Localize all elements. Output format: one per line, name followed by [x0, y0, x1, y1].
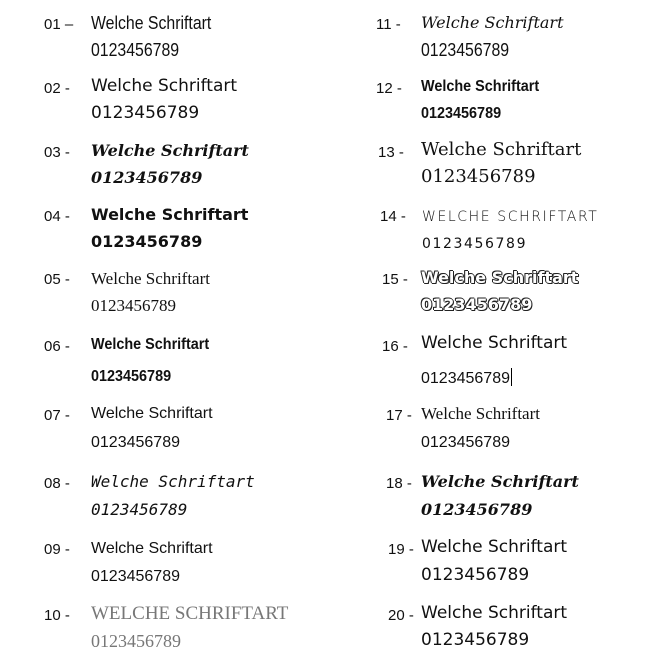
font-sample-text: Welche Schriftart — [91, 540, 213, 557]
font-sample-number: 07 - — [44, 407, 70, 424]
font-sample-text: Welche Schriftart — [91, 205, 249, 224]
font-sample-digits: 0123456789 — [91, 568, 180, 585]
font-sample-digits: 0123456789 — [421, 630, 530, 650]
font-sample-number: 14 - — [380, 208, 406, 225]
font-sample-text: Welche Schriftart — [421, 268, 579, 287]
font-sample-text: Welche Schriftart — [421, 13, 564, 32]
font-sample-digits: 0123456789 — [91, 500, 188, 519]
font-sample-number: 10 - — [44, 607, 70, 624]
font-sample-number: 03 - — [44, 144, 70, 161]
font-sample-digits: 0123456789 — [421, 40, 510, 60]
font-sample-number: 13 - — [378, 144, 404, 161]
font-sample-number: 15 - — [382, 271, 408, 288]
font-sample-number: 08 - — [44, 475, 70, 492]
font-sample-number: 06 - — [44, 338, 70, 355]
font-sample-text: Welche Schriftart — [421, 78, 540, 95]
font-sample-digits: 0123456789 — [91, 168, 203, 187]
font-sample-digits: 0123456789 — [421, 500, 533, 519]
font-sample-digits: 0123456789 — [422, 236, 528, 252]
font-sample-digits: 0123456789 — [91, 631, 181, 651]
font-sample-digits: 0123456789 — [91, 434, 180, 451]
font-sample-text: Welche Schriftart — [421, 139, 582, 160]
font-sample-number: 19 - — [388, 541, 414, 558]
text-cursor — [511, 368, 512, 386]
font-sample-number: 05 - — [44, 271, 70, 288]
font-sample-text: WELCHE SCHRIFTART — [422, 209, 599, 225]
font-sample-number: 20 - — [388, 607, 414, 624]
font-sample-digits: 0123456789 — [91, 103, 200, 123]
font-sample-text: Welche Schriftart — [91, 336, 210, 353]
font-sample-text: Welche Schriftart — [421, 537, 568, 557]
font-sample-number: 18 - — [386, 475, 412, 492]
font-sample-number: 01 – — [44, 16, 74, 33]
font-sample-digits: 0123456789 — [421, 105, 502, 122]
font-sample-text: Welche Schriftart — [421, 603, 568, 623]
font-sample-number: 09 - — [44, 541, 70, 558]
font-sample-digits: 0123456789 — [91, 40, 180, 60]
font-sample-text: Welche Schriftart — [421, 404, 540, 423]
font-sample-text: Welche Schriftart — [421, 472, 579, 491]
font-sample-digits: 0123456789 — [91, 296, 176, 315]
font-sample-digits: 0123456789 — [421, 166, 536, 187]
font-sample-text: WELCHE SCHRIFTART — [91, 603, 289, 624]
font-sample-number: 04 - — [44, 208, 70, 225]
font-sample-digits: 0123456789 — [91, 368, 172, 385]
font-sample-number: 02 - — [44, 80, 70, 97]
font-sample-number: 11 - — [376, 16, 401, 33]
font-sample-digits-field[interactable]: 0123456789 — [421, 370, 510, 387]
font-sample-number: 12 - — [376, 80, 402, 97]
font-sample-text: Welche Schriftart — [91, 13, 212, 33]
font-sample-digits: 0123456789 — [421, 565, 530, 585]
font-sample-text: Welche Schriftart — [91, 76, 238, 96]
font-sample-text: Welche Schriftart — [421, 333, 568, 353]
font-sample-digits: 0123456789 — [421, 434, 510, 451]
font-sample-text: Welche Schriftart — [91, 269, 210, 288]
font-sample-number: 17 - — [386, 407, 412, 424]
font-sample-digits: 0123456789 — [91, 232, 203, 251]
font-sample-text: Welche Schriftart — [91, 405, 213, 422]
font-sample-digits: 0123456789 — [421, 295, 533, 314]
font-sample-text: Welche Schriftart — [91, 141, 249, 160]
font-sample-text: Welche Schriftart — [91, 472, 255, 491]
font-sample-number: 16 - — [382, 338, 408, 355]
